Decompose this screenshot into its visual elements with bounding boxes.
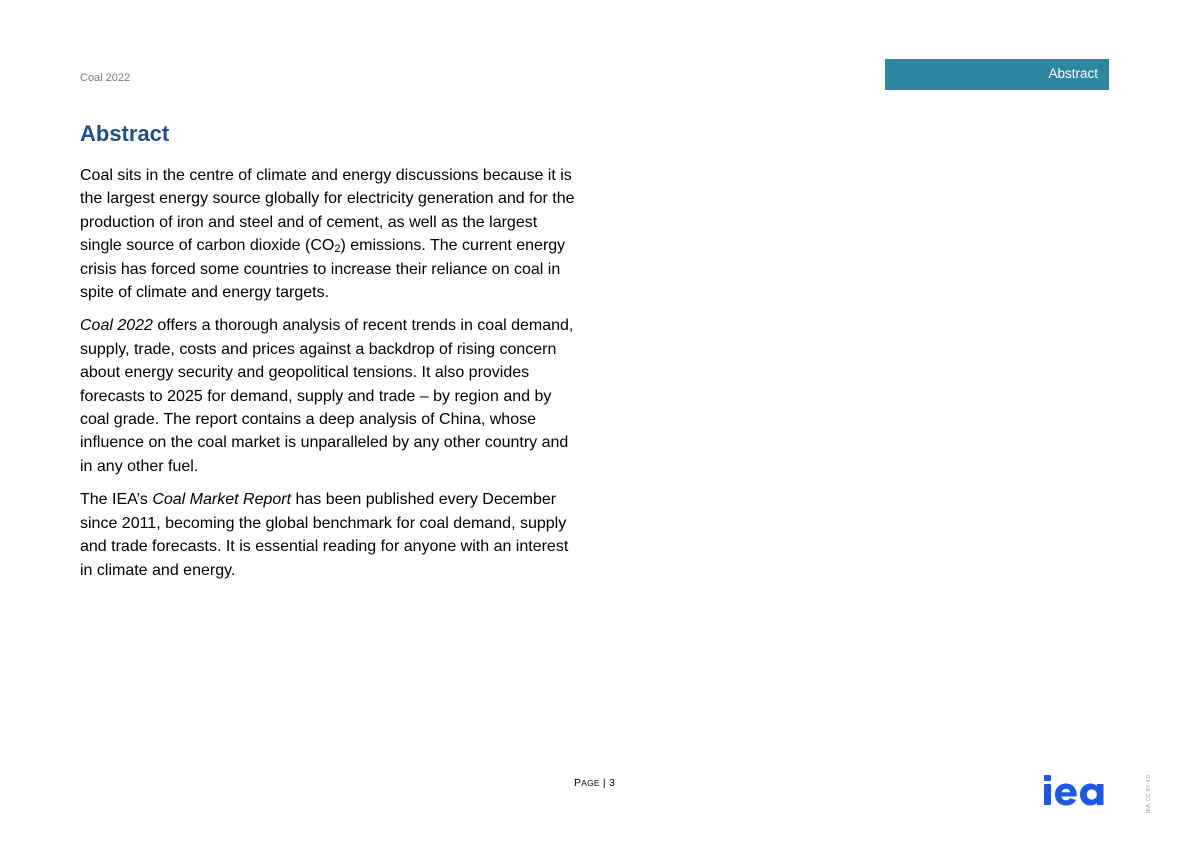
- paragraph-1-text-a: Coal sits in the centre of climate and energy discussions because it is the largest energy source globally for electricity generation and for the production of iron and steel and of cement, as well as the largest single source of carbon dioxide (CO: [80, 167, 575, 255]
- paragraph-3-lead: The IEA’s: [80, 491, 153, 509]
- running-header: Coal 2022: [80, 72, 131, 84]
- paragraph-2: [80, 314, 575, 478]
- co2-subscript: 2: [334, 243, 341, 256]
- paragraph-2-text: offers a thorough analysis of recent trends in coal demand, supply, trade, costs and prices against a backdrop of rising concern about energy security and geopolitical tensions. It also provides forecasts to 2025 for demand, supply and trade – by region and by coal grade. The report contains a deep analysis of China, whose influence on the coal market is unparalleled by any other country and in any other fuel.: [80, 317, 574, 475]
- section-tab-label: Abstract: [1048, 66, 1098, 81]
- report-title-italic: Coal 2022: [80, 317, 153, 335]
- iea-logo-icon: [1042, 773, 1112, 807]
- paragraph-3: [80, 488, 575, 582]
- coal-market-report-italic: Coal Market Report: [152, 491, 292, 509]
- page-separator: |: [599, 777, 609, 789]
- paragraph-3-text: has been published every December since 2011, becoming the global benchmark for coal demand, supply and trade forecasts. It is essential reading for anyone with an interest in climate and energy.: [80, 491, 569, 579]
- paragraph-1-text-b: ) emissions. The current energy crisis has forced some countries to increase their reliance on coal in spite of climate and energy targets.: [80, 237, 566, 302]
- license-credit: IEA. CC BY 4.0.: [1146, 773, 1152, 813]
- paragraph-1: [80, 164, 575, 304]
- section-tab: [885, 59, 1109, 90]
- page-label-initial: P: [574, 777, 582, 789]
- page-number: 3: [608, 777, 615, 789]
- abstract-body: [80, 164, 575, 592]
- page-label-rest: AGE: [581, 778, 600, 788]
- page-title: Abstract: [80, 121, 170, 146]
- page-number-footer: [574, 777, 615, 789]
